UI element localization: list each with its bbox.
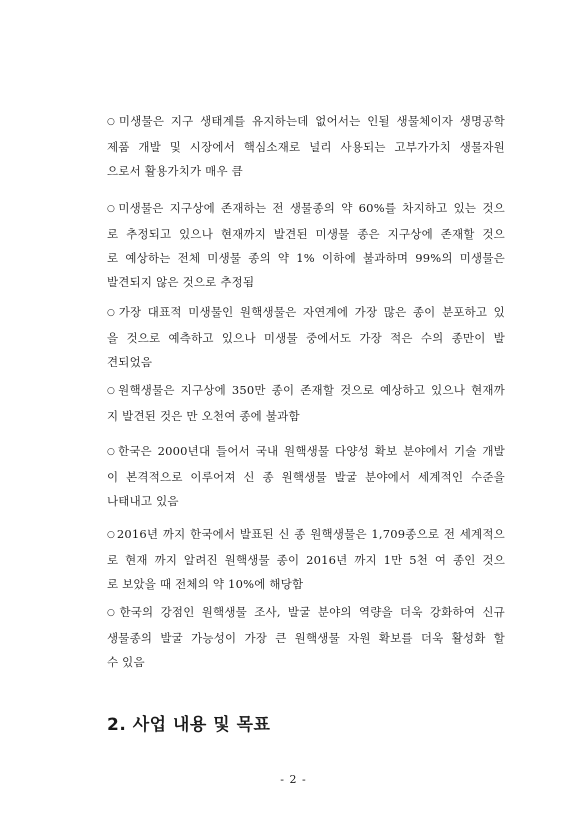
- circle-bullet-icon: ○: [107, 608, 119, 618]
- bullet-text-line: 한국의 강점인 원핵생물 조사, 발굴 분야의 역량을 더욱 강화하여 신규: [119, 605, 505, 619]
- bullet-paragraph: [107, 109, 505, 183]
- bullet-text-line: 발견되지 않은 것으로 추정됨: [107, 275, 255, 289]
- section-heading: 2. 사업 내용 및 목표: [107, 715, 271, 735]
- circle-bullet-icon: ○: [107, 530, 116, 540]
- bullet-text-line: 수 있음: [107, 655, 145, 669]
- bullet-paragraph: [107, 522, 505, 596]
- circle-bullet-icon: ○: [107, 386, 118, 396]
- bullet-text-line: 을 것으로 예측하고 있으나 미생물 중에서도 가장 적은 수의 종만이 발: [107, 331, 505, 345]
- bullet-text-line: 로 보았을 때 전체의 약 10%에 해당함: [107, 577, 304, 591]
- bullet-text-line: 로 예상하는 전체 미생물 종의 약 1% 이하에 불과하며 99%의 미생물은: [107, 251, 505, 265]
- bullet-text-line: 로 현재 까지 알려진 원핵생물 종이 2016년 까지 1만 5천 여 종인 것으: [107, 553, 505, 567]
- bullet-text-line: 가장 대표적 미생물인 원핵생물은 자연계에 가장 많은 종이 분포하고 있: [118, 305, 505, 319]
- bullet-text-line: 으로서 활용가치가 매우 큼: [107, 164, 243, 178]
- bullet-text-line: 이 본격적으로 이루어져 신 종 원핵생물 발굴 분야에서 세계적인 수준을: [107, 470, 505, 484]
- bullet-text-line: 미생물은 지구 생태계를 유지하는데 없어서는 인될 생물체이자 생명공학: [118, 114, 505, 128]
- bullet-paragraph: [107, 600, 505, 674]
- bullet-text-line: 제품 개발 및 시장에서 핵심소재로 널리 사용되는 고부가가치 생물자원: [107, 140, 505, 154]
- bullet-text-line: 생물종의 발굴 가능성이 가장 큰 원핵생물 자원 확보를 더욱 활성화 할: [107, 631, 505, 645]
- bullet-text-line: 견되었음: [107, 355, 153, 369]
- bullet-text-line: 로 추정되고 있으나 현재까지 발견된 미생물 종은 지구상에 존재할 것으: [107, 227, 505, 241]
- bullet-text-line: 미생물은 지구상에 존재하는 전 생물종의 약 60%를 차지하고 있는 것으: [118, 201, 505, 215]
- bullet-text-line: 지 발견된 것은 만 오천여 종에 불과함: [107, 409, 300, 423]
- bullet-text-line: 원핵생물은 지구상에 350만 종이 존재할 것으로 예상하고 있으나 현재까: [118, 383, 505, 397]
- bullet-text-line: 2016년 까지 한국에서 발표된 신 종 원핵생물은 1,709종으로 전 세계적으: [116, 527, 505, 541]
- circle-bullet-icon: ○: [107, 204, 118, 214]
- bullet-text-line: 나태내고 있음: [107, 494, 179, 508]
- bullet-paragraph: [107, 196, 505, 294]
- bullet-text-line: 한국은 2000년대 들어서 국내 원핵생물 다양성 확보 분야에서 기술 개발: [117, 444, 505, 458]
- circle-bullet-icon: ○: [107, 117, 118, 127]
- bullet-paragraph: [107, 300, 505, 374]
- page-number: - 2 -: [280, 773, 307, 786]
- circle-bullet-icon: ○: [107, 447, 117, 457]
- bullet-paragraph: [107, 439, 505, 513]
- bullet-paragraph: [107, 378, 505, 428]
- circle-bullet-icon: ○: [107, 308, 118, 318]
